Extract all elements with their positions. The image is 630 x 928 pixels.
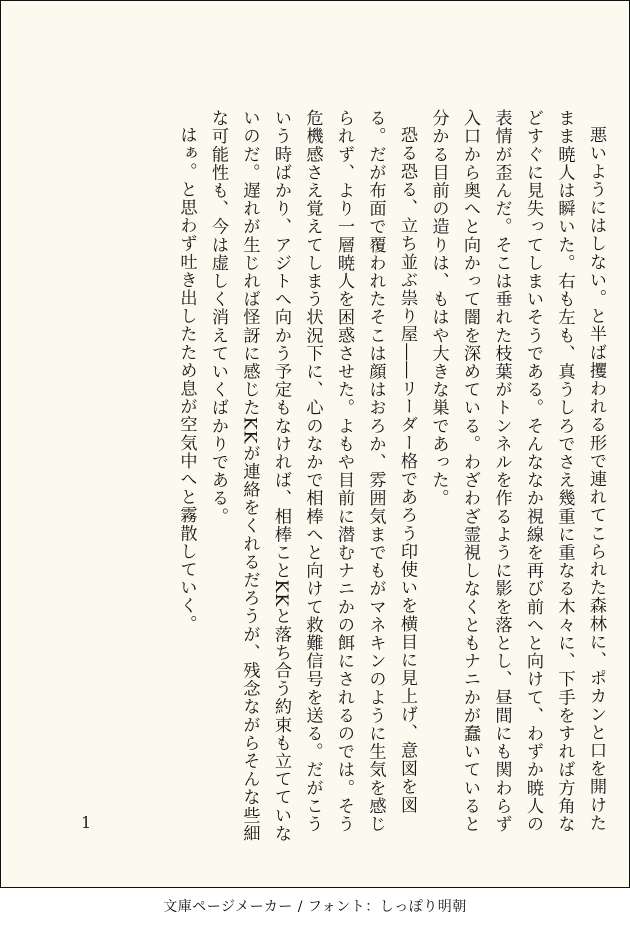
paragraph-2: 恐る恐る、立ち並ぶ祟り屋――リーダー格であろう印使いを横目に見上げ、意図を図る。だが布面で覆われたそこは顔はおろか、雰囲気までもがマネキンのように生気を感じられず、より一層暁人を困惑させた。よもや目前に潜むナニかの餌にされるのでは。そう危機感さえ覚えてしまう状況下に、心のなかで相棒へと向けて救難信号を送る。だがこういう時ばかり、アジトへ向かう予定もなければ、相棒ことKKと落ち合う約束も立てていないのだ。遅れが生じれば怪訝に感じたKKが連絡をくれるだろうが、残念ながらそんな些細な可能性も、今は虚しく消えていくばかりである。 bbox=[208, 109, 417, 843]
paragraph-1: 悪いようにはしない。と半ば攫われる形で連れてこられた森林に、ポカンと口を開けたまま暁人は瞬いた。右も左も、真うしろでさえ幾重に重なる木々に、下手をすれば方角などすぐに見失ってしまいそうである。そんななか視線を再び前へと向けて、わずか暁人の表情が歪んだ。そこは垂れた枝葉がトンネルを作るように影を落とし、昼間にも関わらず入口から奥へと向かって闇を深めている。わざわざ霊視しなくともナニかが蠢いていると分かる目前の造りは、もはや大きな巣であった。 bbox=[428, 109, 606, 833]
footer-credit: 文庫ページメーカー / フォント：しっぽり明朝 bbox=[163, 899, 467, 915]
vertical-text-block bbox=[11, 109, 611, 844]
page-number: 1 bbox=[81, 813, 92, 832]
paragraph-3: はぁ。と思わず吐き出したため息が空気中へと霧散していく。 bbox=[176, 126, 197, 633]
